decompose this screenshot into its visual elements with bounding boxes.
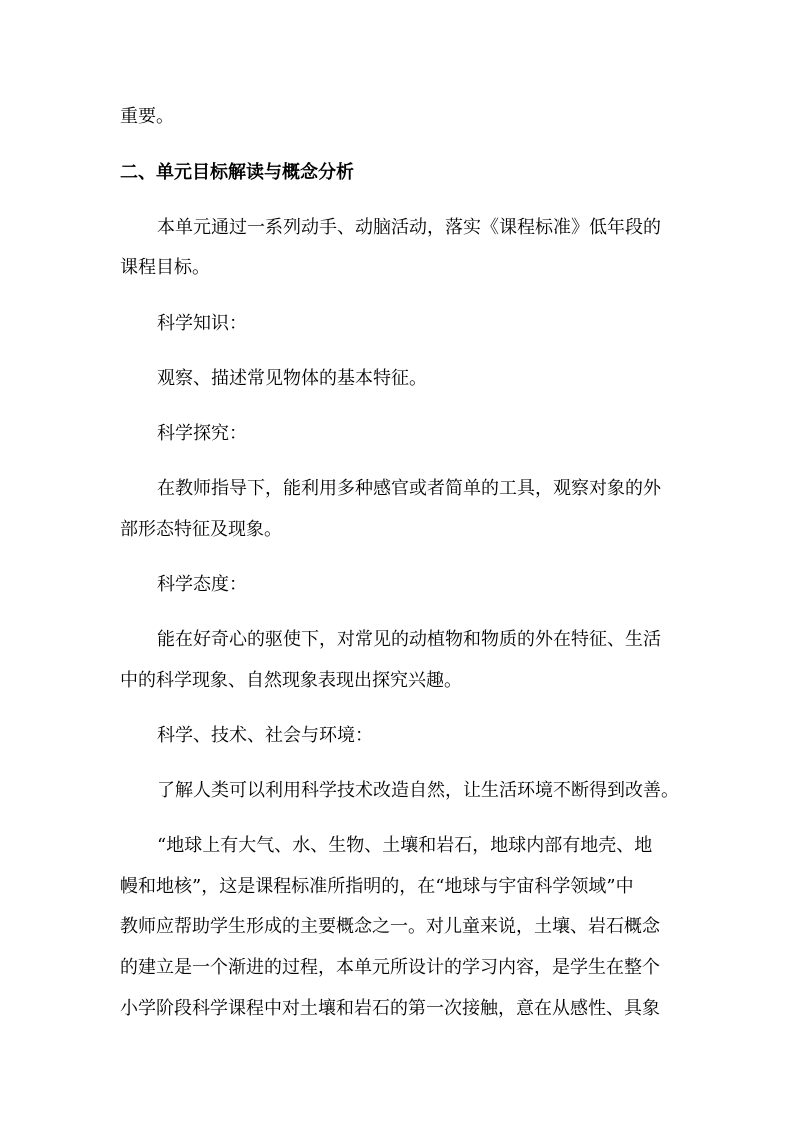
subheading-science-inquiry: 科学探究：	[157, 423, 247, 444]
science-knowledge-text: 观察、描述常见物体的基本特征。	[157, 368, 427, 389]
subheading-science-knowledge: 科学知识：	[157, 313, 247, 334]
subheading-stse: 科学、技术、社会与环境：	[157, 725, 373, 746]
intro-paragraph-line-2: 课程目标。	[120, 257, 210, 278]
concept-paragraph-line-4: 的建立是一个渐进的过程，本单元所设计的学习内容，是学生在整个	[120, 957, 660, 978]
subheading-science-attitude: 科学态度：	[157, 574, 247, 595]
stse-text: 了解人类可以利用科学技术改造自然，让生活环境不断得到改善。	[157, 780, 679, 801]
intro-paragraph-line-1: 本单元通过一系列动手、动脑活动，落实《课程标准》低年段的	[157, 217, 661, 238]
science-attitude-line-2: 中的科学现象、自然现象表现出探究兴趣。	[120, 670, 462, 691]
paragraph-continuation: 重要。	[120, 106, 174, 127]
section-heading: 二、单元目标解读与概念分析	[120, 162, 354, 183]
concept-paragraph-line-5: 小学阶段科学课程中对土壤和岩石的第一次接触，意在从感性、具象	[120, 998, 660, 1019]
science-inquiry-line-1: 在教师指导下，能利用多种感官或者简单的工具，观察对象的外	[157, 478, 661, 499]
concept-paragraph-line-3: 教师应帮助学生形成的主要概念之一。对儿童来说，土壤、岩石概念	[120, 916, 660, 937]
concept-paragraph-line-2: 幔和地核”，这是课程标准所指明的，在“地球与宇宙科学领域”中	[120, 876, 634, 897]
concept-paragraph-line-1: “地球上有大气、水、生物、土壤和岩石，地球内部有地壳、地	[157, 835, 653, 856]
science-inquiry-line-2: 部形态特征及现象。	[120, 519, 282, 540]
science-attitude-line-1: 能在好奇心的驱使下，对常见的动植物和物质的外在特征、生活	[157, 629, 661, 650]
